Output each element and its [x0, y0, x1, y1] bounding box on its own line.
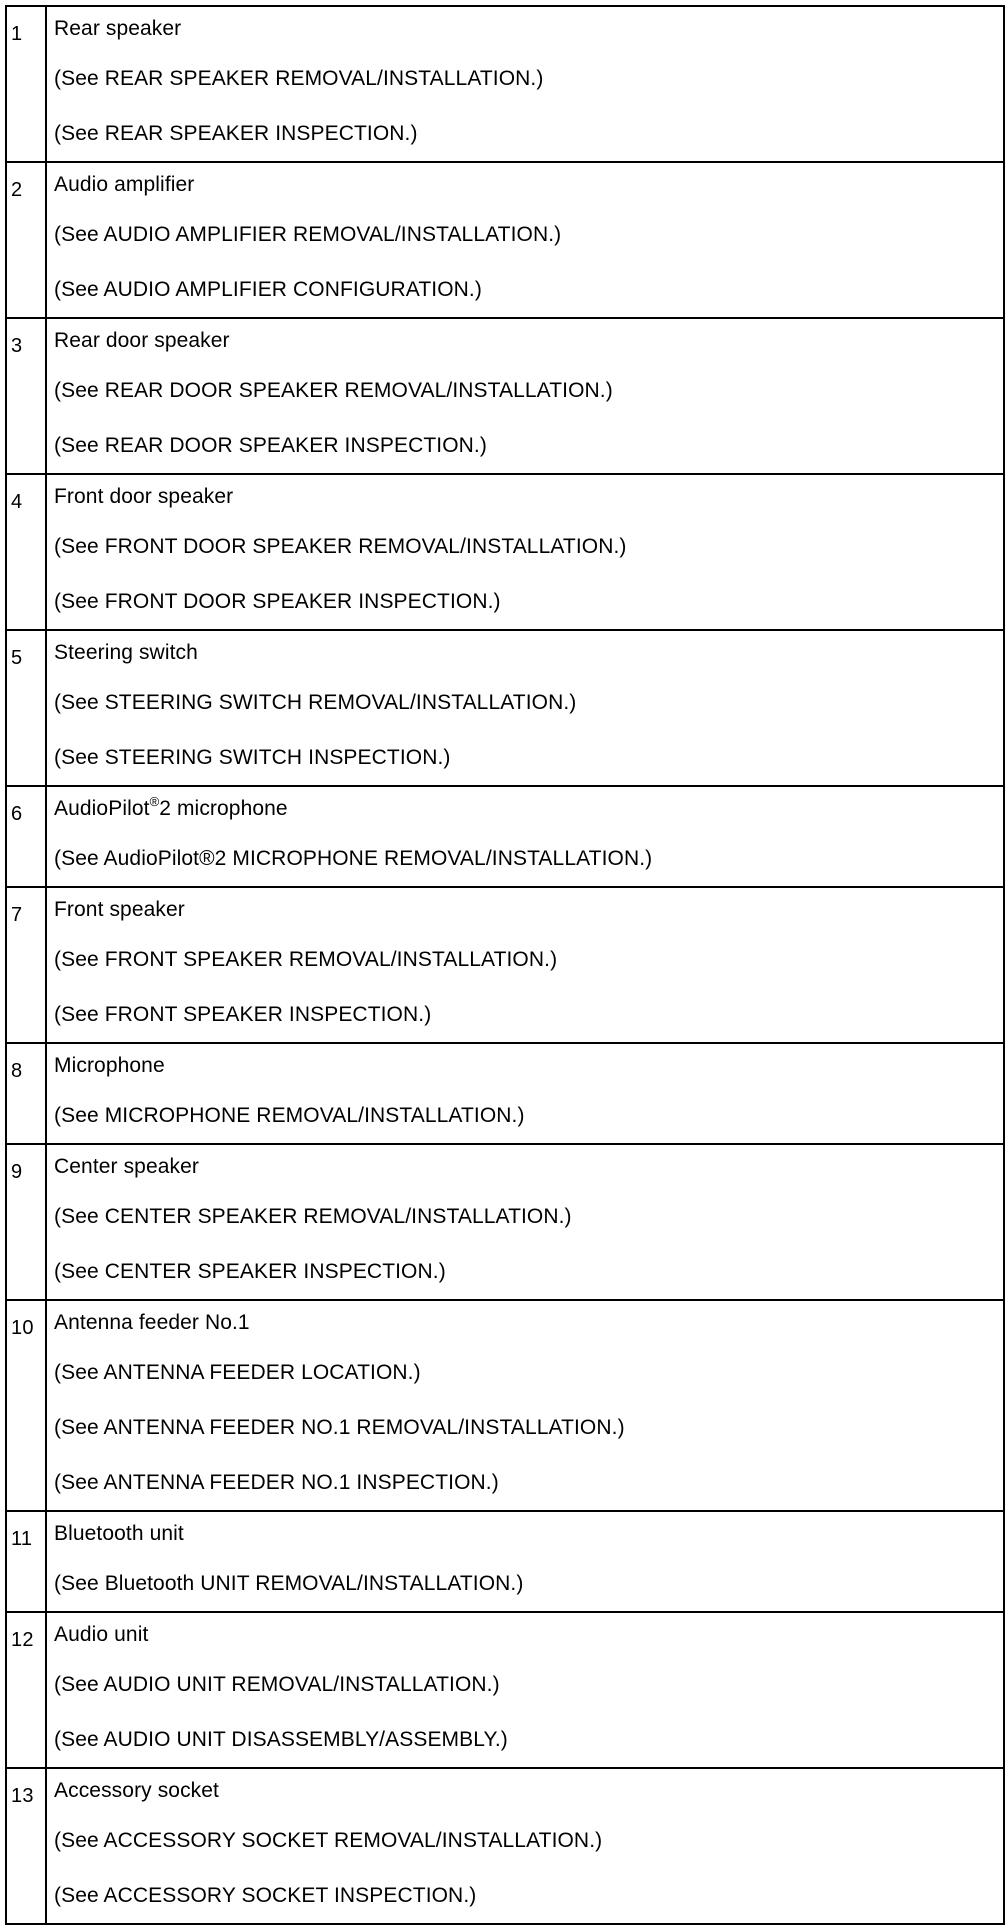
item-cell [46, 630, 1004, 786]
item-title: Center speaker [54, 1155, 199, 1178]
reference-link[interactable]: (See FRONT DOOR SPEAKER REMOVAL/INSTALLATION.) [54, 535, 627, 558]
item-cell [46, 1300, 1004, 1511]
item-cell [46, 474, 1004, 630]
table-row [6, 1300, 1004, 1511]
table-row [6, 786, 1004, 887]
reference-link[interactable]: (See MICROPHONE REMOVAL/INSTALLATION.) [54, 1104, 525, 1127]
item-title: Bluetooth unit [54, 1522, 184, 1545]
reference-link[interactable]: (See ACCESSORY SOCKET INSPECTION.) [54, 1884, 477, 1907]
table-row [6, 887, 1004, 1043]
table-row [6, 318, 1004, 474]
reference-link[interactable]: (See ANTENNA FEEDER LOCATION.) [54, 1361, 421, 1384]
reference-link[interactable]: (See STEERING SWITCH REMOVAL/INSTALLATION.) [54, 691, 577, 714]
reference-link[interactable]: (See FRONT SPEAKER INSPECTION.) [54, 1003, 432, 1026]
item-number: 8 [6, 1043, 46, 1144]
item-title-text: AudioPilot [54, 797, 150, 820]
reference-link[interactable]: (See CENTER SPEAKER INSPECTION.) [54, 1260, 446, 1283]
table-row [6, 630, 1004, 786]
reference-link[interactable]: (See AudioPilot®2 MICROPHONE REMOVAL/INSTALLATION.) [54, 847, 653, 870]
reference-link[interactable]: (See REAR SPEAKER REMOVAL/INSTALLATION.) [54, 67, 544, 90]
item-number: 12 [6, 1612, 46, 1768]
item-number: 6 [6, 786, 46, 887]
item-cell [46, 1511, 1004, 1612]
item-cell [46, 6, 1004, 162]
item-cell [46, 1768, 1004, 1924]
item-title: Rear speaker [54, 17, 182, 40]
registered-mark: ® [149, 794, 160, 809]
reference-link[interactable]: (See FRONT DOOR SPEAKER INSPECTION.) [54, 590, 501, 613]
reference-link[interactable]: (See CENTER SPEAKER REMOVAL/INSTALLATION.) [54, 1205, 572, 1228]
item-cell [46, 318, 1004, 474]
table-row [6, 474, 1004, 630]
reference-link[interactable]: (See AUDIO AMPLIFIER CONFIGURATION.) [54, 278, 482, 301]
item-number: 5 [6, 630, 46, 786]
item-number: 4 [6, 474, 46, 630]
item-title: Steering switch [54, 641, 198, 664]
item-cell [46, 887, 1004, 1043]
table-row [6, 1768, 1004, 1924]
item-title-text-rest: 2 microphone [159, 797, 288, 820]
item-title: Microphone [54, 1054, 165, 1077]
table-row [6, 1043, 1004, 1144]
reference-link[interactable]: (See REAR DOOR SPEAKER INSPECTION.) [54, 434, 487, 457]
item-title: Antenna feeder No.1 [54, 1311, 250, 1334]
reference-link[interactable]: (See FRONT SPEAKER REMOVAL/INSTALLATION.) [54, 948, 558, 971]
item-cell [46, 1144, 1004, 1300]
item-number: 10 [6, 1300, 46, 1511]
item-cell [46, 162, 1004, 318]
item-title: Front door speaker [54, 485, 234, 508]
item-title: Audio amplifier [54, 173, 195, 196]
item-title: Front speaker [54, 898, 185, 921]
reference-link[interactable]: (See AUDIO UNIT DISASSEMBLY/ASSEMBLY.) [54, 1728, 508, 1751]
item-number: 11 [6, 1511, 46, 1612]
component-reference-sheet [5, 5, 1003, 1907]
table-row [6, 1612, 1004, 1768]
reference-link[interactable]: (See ACCESSORY SOCKET REMOVAL/INSTALLATION.) [54, 1829, 603, 1852]
item-title: Accessory socket [54, 1779, 219, 1802]
reference-link[interactable]: (See STEERING SWITCH INSPECTION.) [54, 746, 451, 769]
component-reference-table [5, 5, 1005, 1925]
item-cell [46, 786, 1004, 887]
item-number: 1 [6, 6, 46, 162]
item-number: 3 [6, 318, 46, 474]
component-table-body [6, 6, 1004, 1924]
item-cell [46, 1043, 1004, 1144]
item-cell [46, 1612, 1004, 1768]
item-number: 2 [6, 162, 46, 318]
item-title: Rear door speaker [54, 329, 230, 352]
table-row [6, 162, 1004, 318]
item-title: Audio unit [54, 1623, 149, 1646]
item-title [54, 787, 1003, 831]
reference-link[interactable]: (See REAR SPEAKER INSPECTION.) [54, 122, 418, 145]
reference-link[interactable]: (See ANTENNA FEEDER NO.1 REMOVAL/INSTALLATION.) [54, 1416, 625, 1439]
item-number: 7 [6, 887, 46, 1043]
table-row [6, 6, 1004, 162]
table-row [6, 1144, 1004, 1300]
reference-link[interactable]: (See AUDIO AMPLIFIER REMOVAL/INSTALLATION.) [54, 223, 562, 246]
reference-link[interactable]: (See REAR DOOR SPEAKER REMOVAL/INSTALLATION.) [54, 379, 613, 402]
table-row [6, 1511, 1004, 1612]
reference-link[interactable]: (See Bluetooth UNIT REMOVAL/INSTALLATION.) [54, 1572, 524, 1595]
reference-link[interactable]: (See ANTENNA FEEDER NO.1 INSPECTION.) [54, 1471, 499, 1494]
item-number: 13 [6, 1768, 46, 1924]
reference-link[interactable]: (See AUDIO UNIT REMOVAL/INSTALLATION.) [54, 1673, 500, 1696]
item-number: 9 [6, 1144, 46, 1300]
